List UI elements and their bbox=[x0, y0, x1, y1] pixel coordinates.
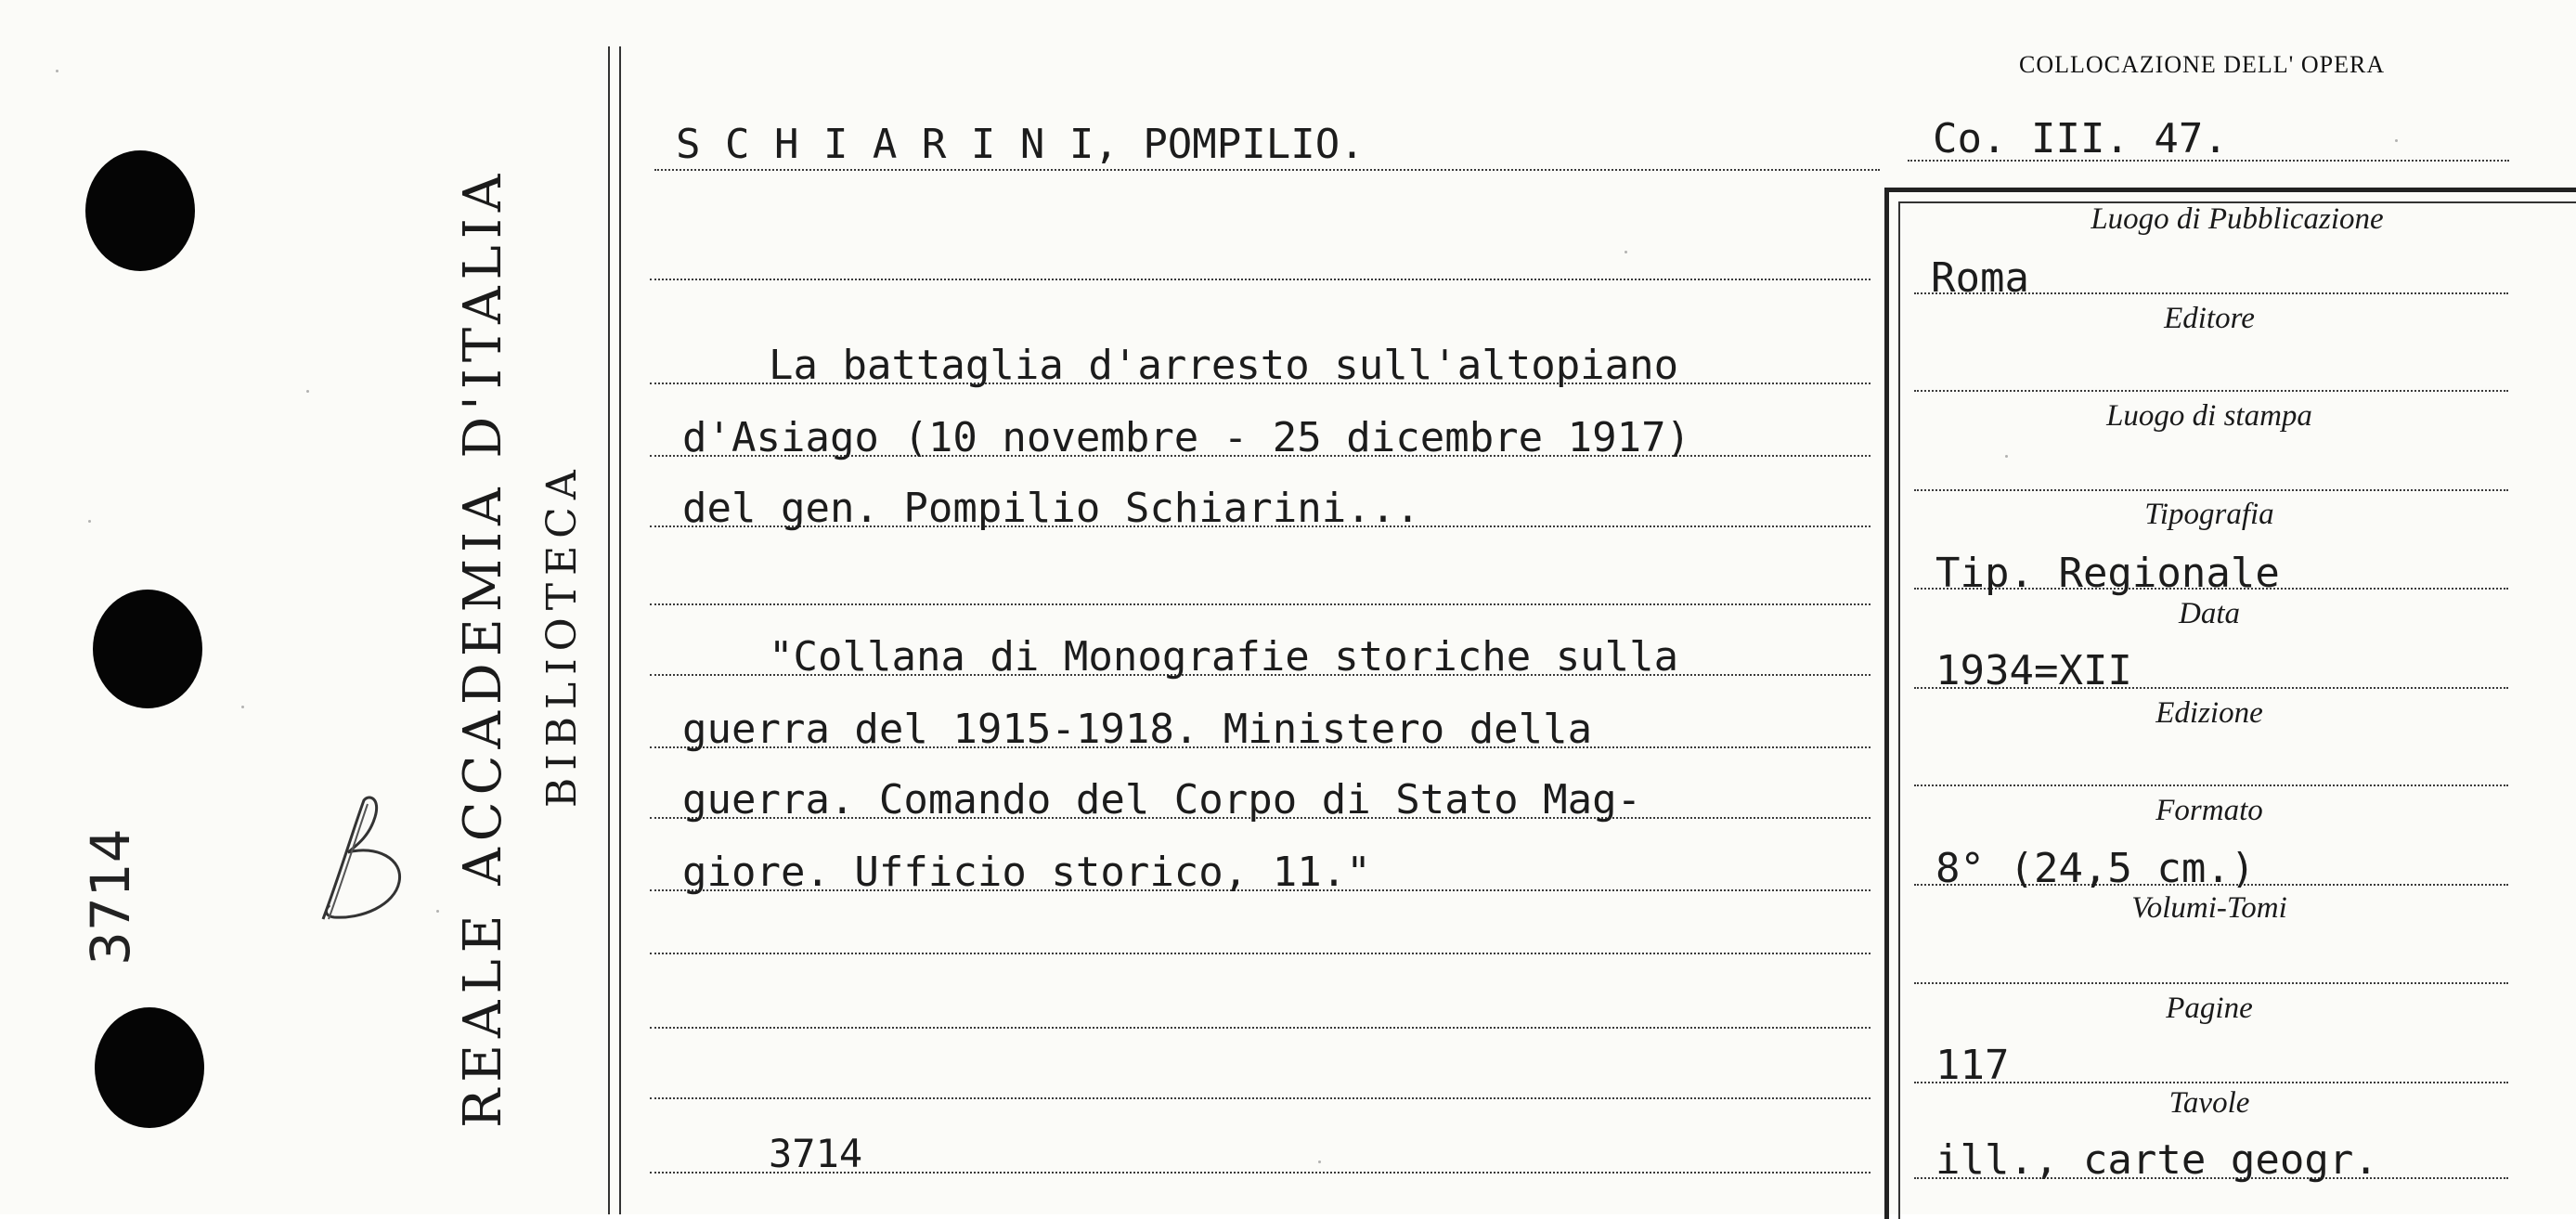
paper-speck bbox=[2395, 139, 2398, 142]
label-data: Data bbox=[2179, 597, 2240, 630]
punch-hole-middle bbox=[93, 590, 202, 708]
series-line: giore. Ufficio storico, 11." bbox=[682, 849, 1371, 896]
margin-rule bbox=[608, 46, 610, 1214]
paper-speck bbox=[56, 70, 58, 72]
author-heading: S C H I A R I N I, POMPILIO. bbox=[676, 121, 1365, 168]
paper-speck bbox=[1318, 1161, 1321, 1163]
series-line: guerra del 1915-1918. Ministero della bbox=[682, 706, 1593, 753]
value-pagine: 117 bbox=[1935, 1042, 2010, 1089]
series-line: guerra. Comando del Corpo di Stato Mag- bbox=[682, 776, 1642, 823]
department-name: BIBLIOTECA bbox=[538, 462, 586, 808]
author-rule bbox=[654, 169, 1880, 171]
title-line: del gen. Pompilio Schiarini... bbox=[682, 485, 1420, 532]
value-tipografia: Tip. Regionale bbox=[1935, 550, 2280, 597]
paper-speck bbox=[1625, 251, 1627, 253]
label-editore: Editore bbox=[2164, 302, 2255, 335]
handwritten-initial-b bbox=[306, 789, 427, 928]
label-tipografia: Tipografia bbox=[2144, 498, 2274, 531]
label-formato: Formato bbox=[2155, 794, 2263, 827]
text-rule bbox=[650, 1027, 1871, 1029]
margin-rule bbox=[619, 46, 621, 1214]
series-line: "Collana di Monografie storiche sulla bbox=[769, 633, 1679, 681]
value-luogo-pubblicazione: Roma bbox=[1931, 254, 2029, 302]
label-edizione: Edizione bbox=[2155, 696, 2263, 730]
value-data: 1934=XII bbox=[1935, 647, 2132, 694]
inventory-number: 3714 bbox=[769, 1131, 863, 1176]
label-tavole: Tavole bbox=[2168, 1086, 2250, 1120]
paper-speck bbox=[306, 390, 309, 393]
handwritten-number: 3714 bbox=[79, 828, 142, 966]
value-tavole: ill., carte geogr. bbox=[1935, 1136, 2378, 1184]
collocazione-value: Co. III. 47. bbox=[1933, 115, 2228, 162]
field-rule bbox=[1914, 390, 2508, 392]
field-rule bbox=[1914, 785, 2508, 786]
field-rule bbox=[1914, 489, 2508, 491]
field-rule bbox=[1914, 982, 2508, 984]
text-rule bbox=[650, 279, 1871, 280]
label-pagine: Pagine bbox=[2166, 992, 2253, 1025]
institution-name: REALE ACCADEMIA D'ITALIA bbox=[453, 167, 513, 1128]
label-luogo-stampa: Luogo di stampa bbox=[2106, 399, 2312, 433]
punch-hole-top bbox=[85, 150, 195, 271]
title-line: La battaglia d'arresto sull'altopiano bbox=[769, 342, 1679, 389]
text-rule bbox=[650, 603, 1871, 605]
paper-speck bbox=[88, 520, 91, 523]
title-line: d'Asiago (10 novembre - 25 dicembre 1917) bbox=[682, 414, 1691, 461]
label-luogo-pubblicazione: Luogo di Pubblicazione bbox=[2091, 202, 2384, 236]
text-rule bbox=[650, 1097, 1871, 1099]
label-volumi-tomi: Volumi-Tomi bbox=[2131, 891, 2287, 925]
punch-hole-bottom bbox=[95, 1007, 204, 1128]
paper-speck bbox=[241, 706, 244, 708]
collocazione-header: COLLOCAZIONE DELL' OPERA bbox=[2019, 51, 2386, 78]
text-rule bbox=[650, 953, 1871, 954]
value-formato: 8° (24,5 cm.) bbox=[1935, 845, 2256, 892]
paper-speck bbox=[436, 910, 439, 913]
